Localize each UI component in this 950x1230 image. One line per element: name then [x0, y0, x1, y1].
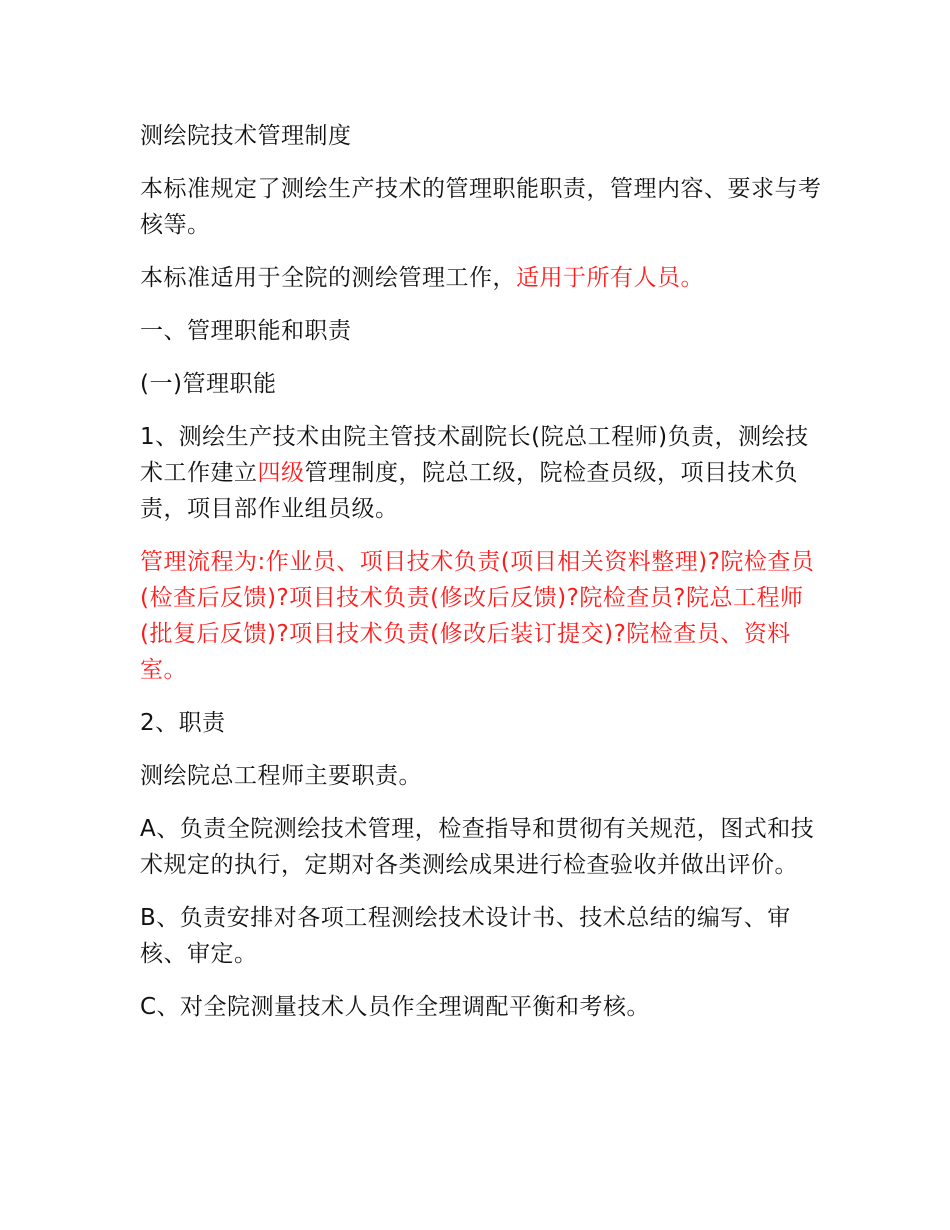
management-levels-highlight: 四级	[257, 460, 305, 486]
management-levels-text-b: 管理制度，院总工级，院检查员级，项目技术负责，项目部作业组员级。	[140, 460, 798, 522]
paragraph-duty-a: A、负责全院测绘技术管理，检查指导和贯彻有关规范，图式和技术规定的执行，定期对各类测绘成果进行检查验收并做出评价。	[140, 816, 815, 878]
paragraph-chief-engineer-duties: 测绘院总工程师主要职责。	[140, 763, 422, 789]
paragraph-applicability	[140, 260, 830, 296]
document-page	[140, 118, 830, 1042]
paragraph-management-flow: 管理流程为:作业员、项目技术负责(项目相关资料整理)?院检查员(检查后反馈)?项目技术负责(修改后反馈)?院检查员?院总工程师(批复后反馈)?项目技术负责(修改后装订提交)?院检查员、资料室。	[140, 549, 815, 683]
applicability-highlight: 适用于所有人员。	[516, 265, 704, 291]
paragraph-duty-c: C、对全院测量技术人员作全理调配平衡和考核。	[140, 994, 651, 1020]
heading-subsection-1: (一)管理职能	[140, 371, 277, 397]
management-levels-text-a: 1、测绘生产技术由院主管技术副院长(院总工程师)负责，测绘技术工作建立	[140, 424, 809, 486]
paragraph-scope: 本标准规定了测绘生产技术的管理职能职责，管理内容、要求与考核等。	[140, 176, 822, 238]
applicability-text: 本标准适用于全院的测绘管理工作，	[140, 265, 516, 291]
paragraph-duty-b: B、负责安排对各项工程测绘技术设计书、技术总结的编写、审核、审定。	[140, 905, 791, 967]
document-title: 测绘院技术管理制度	[140, 123, 352, 149]
heading-section-1: 一、管理职能和职责	[140, 318, 352, 344]
heading-duties: 2、职责	[140, 710, 226, 736]
paragraph-management-levels	[140, 419, 830, 527]
